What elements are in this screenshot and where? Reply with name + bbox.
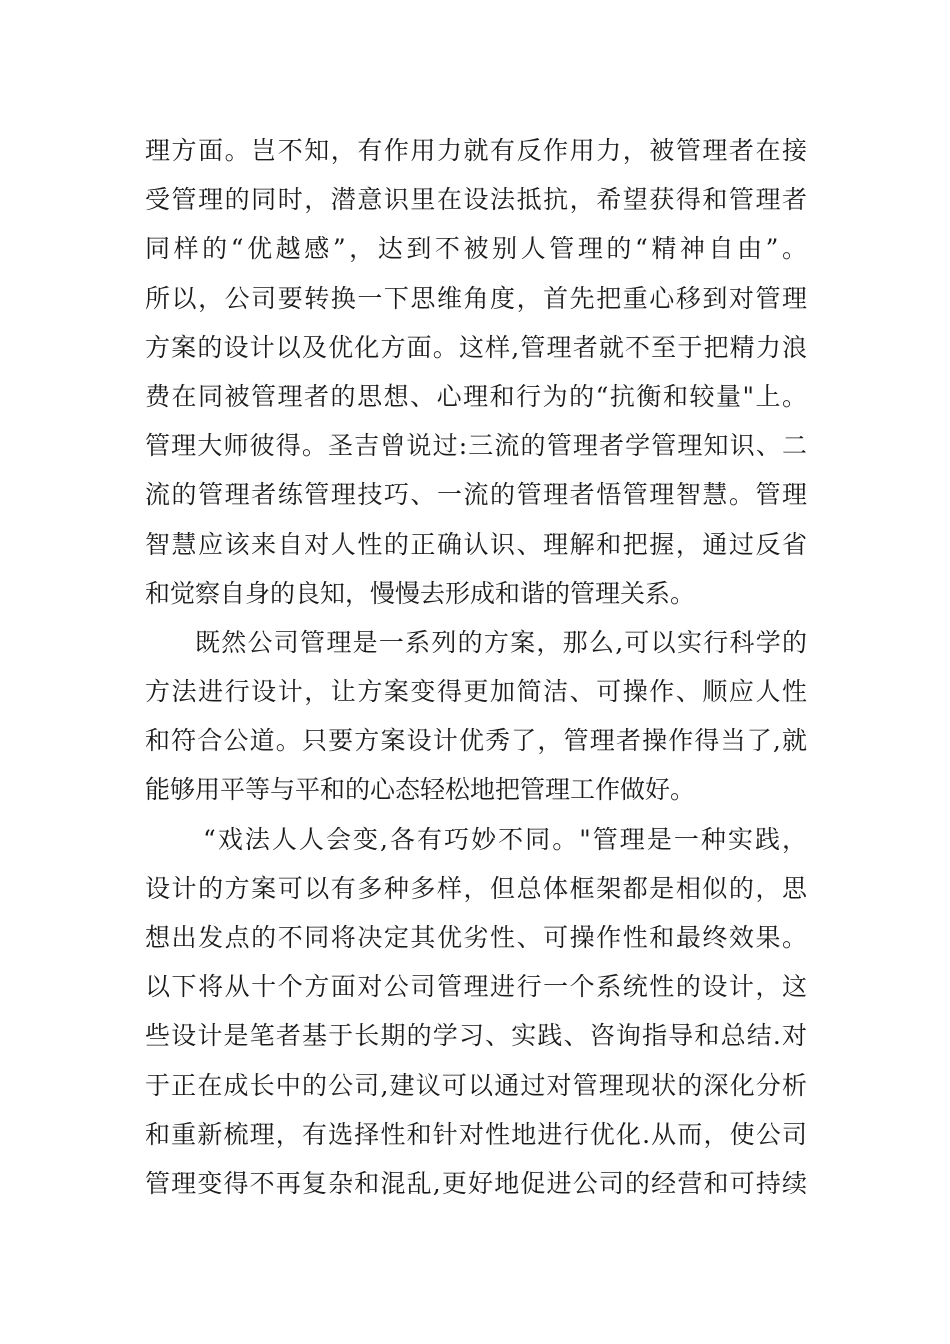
text-line: 设计的方案可以有多种多样，但总体框架都是相似的，思 [145,873,807,903]
text-line: 于正在成长中的公司,建议可以通过对管理现状的深化分析 [145,1070,807,1100]
text-line: 理方面。岂不知，有作用力就有反作用力，被管理者在接 [145,136,807,165]
text-line: 能够用平等与平和的心态轻松地把管理工作做好。 [145,775,696,805]
text-line: 和重新梳理，有选择性和针对性地进行优化.从而，使公司 [145,1119,807,1149]
text-line: 方法进行设计，让方案变得更加简洁、可操作、顺应人性 [145,677,807,707]
text-line: 和觉察自身的良知，慢慢去形成和谐的管理关系。 [145,578,696,608]
text-line: 想出发点的不同将决定其优劣性、可操作性和最终效果。 [145,923,807,952]
text-line: 流的管理者练管理技巧、一流的管理者悟管理智慧。管理 [145,480,807,510]
text-line: 方案的设计以及优化方面。这样,管理者就不至于把精力浪 [145,332,807,362]
text-line: 管理变得不再复杂和混乱,更好地促进公司的经营和可持续 [145,1168,807,1198]
text-line: 些设计是笔者基于长期的学习、实践、咨询指导和总结.对 [145,1021,807,1051]
text-line: 管理大师彼得。圣吉曾说过:三流的管理者学管理知识、二 [145,431,807,461]
text-line: 和符合公道。只要方案设计优秀了，管理者操作得当了,就 [145,726,807,756]
body-text [145,126,807,1208]
text-line: 费在同被管理者的思想、心理和行为的“抗衡和较量"上。 [145,381,807,411]
paragraph-first-line: 既然公司管理是一系列的方案，那么,可以实行科学的 [195,627,807,657]
text-line: 受管理的同时，潜意识里在设法抵抗，希望获得和管理者 [145,185,807,215]
text-line: 所以，公司要转换一下思维角度，首先把重心移到对管理 [145,283,807,313]
text-line: 同样的“优越感”，达到不被别人管理的“精神自由”。 [145,234,807,264]
text-line: 以下将从十个方面对公司管理进行一个系统性的设计，这 [145,972,807,1002]
text-line: 智慧应该来自对人性的正确认识、理解和把握，通过反省 [145,529,807,559]
paragraph-first-line: “戏法人人会变,各有巧妙不同。"管理是一种实践， [203,824,807,854]
